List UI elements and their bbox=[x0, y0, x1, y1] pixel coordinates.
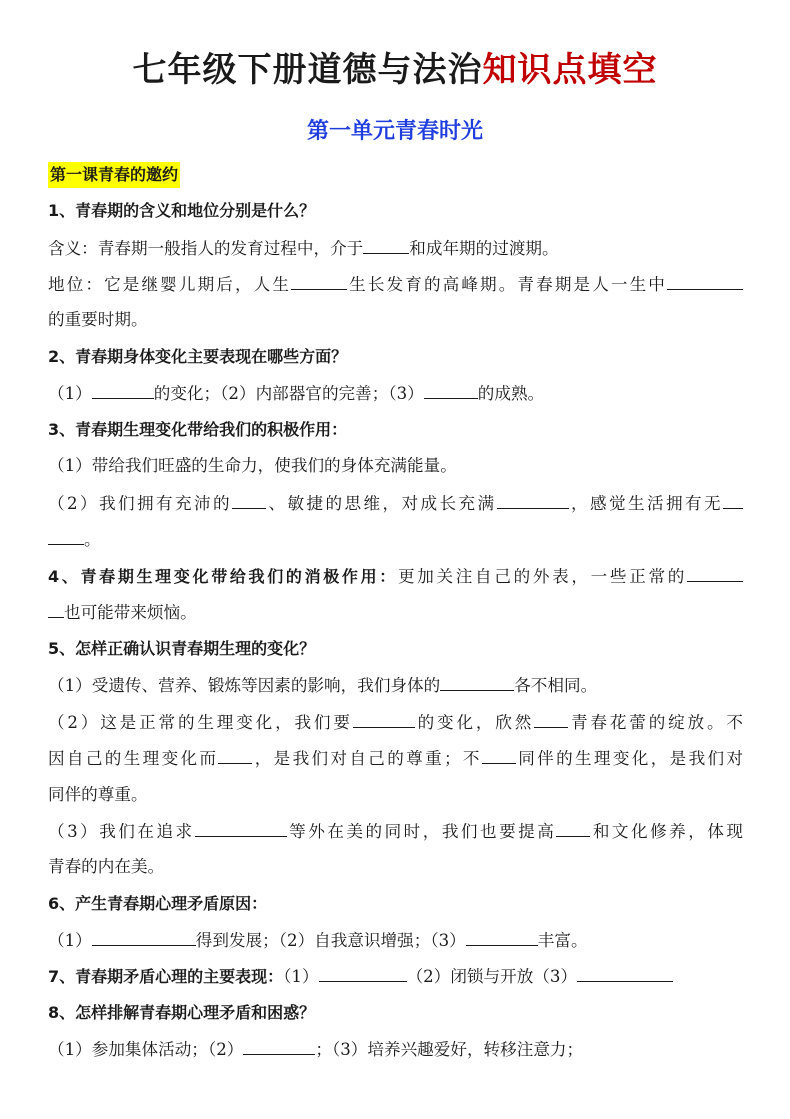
fill-blank[interactable] bbox=[48, 600, 64, 618]
fill-blank[interactable] bbox=[556, 819, 590, 837]
question-2 bbox=[48, 345, 743, 369]
question-5 bbox=[48, 637, 743, 661]
answer-text: 因自己的生理变化而 bbox=[48, 749, 219, 768]
question-1 bbox=[48, 199, 743, 223]
answer-line bbox=[48, 272, 743, 296]
fill-blank[interactable] bbox=[482, 746, 516, 764]
fill-blank[interactable] bbox=[577, 964, 673, 982]
fill-blank[interactable] bbox=[48, 527, 84, 545]
answer-text: 同伴的尊重。 bbox=[48, 785, 148, 804]
answer-line bbox=[48, 746, 743, 770]
answer-text: 各不相同。 bbox=[514, 676, 598, 695]
question-text: 4、青春期生理变化带给我们的消极作用： bbox=[48, 567, 398, 586]
question-4 bbox=[48, 564, 743, 588]
question-3 bbox=[48, 418, 743, 442]
answer-text: （1）受遗传、营养、锻炼等因素的影响，我们身体的 bbox=[48, 676, 441, 695]
answer-text: 也可能带来烦恼。 bbox=[64, 603, 197, 622]
fill-blank[interactable] bbox=[195, 819, 287, 837]
fill-blank[interactable] bbox=[723, 491, 743, 509]
answer-text: （1） bbox=[48, 931, 92, 950]
question-text: 1、青春期的含义和地位分别是什么？ bbox=[48, 201, 316, 220]
fill-blank[interactable] bbox=[218, 746, 252, 764]
answer-line bbox=[48, 308, 743, 332]
answer-line bbox=[48, 454, 743, 478]
answer-text: 和成年期的过渡期。 bbox=[409, 239, 559, 258]
lesson-title: 第一课青春的邀约 bbox=[48, 162, 180, 188]
answer-text: 等外在美的同时，我们也要提高 bbox=[286, 822, 557, 841]
question-text: 7、青春期矛盾心理的主要表现： bbox=[48, 967, 284, 986]
title-red-part: 知识点填空 bbox=[482, 50, 658, 90]
question-8 bbox=[48, 1001, 743, 1025]
question-text: 8、怎样排解青春期心理矛盾和困惑？ bbox=[48, 1003, 316, 1022]
answer-line bbox=[48, 381, 743, 405]
page-title bbox=[0, 48, 790, 92]
fill-blank[interactable] bbox=[667, 272, 743, 290]
fill-blank[interactable] bbox=[92, 381, 154, 399]
answer-text: （1）参加集体活动；（2） bbox=[48, 1040, 244, 1059]
answer-text: （1）带给我们旺盛的生命力，使我们的身体充满能量。 bbox=[48, 456, 457, 475]
answer-line bbox=[48, 673, 743, 697]
answer-text: （2）我们拥有充沛的 bbox=[48, 494, 233, 513]
answer-text: （3）我们在追求 bbox=[48, 822, 195, 841]
question-7 bbox=[48, 964, 743, 988]
fill-blank[interactable] bbox=[466, 928, 538, 946]
fill-blank[interactable] bbox=[424, 381, 478, 399]
answer-line bbox=[48, 819, 743, 843]
answer-text: 和文化修养，体现 bbox=[590, 822, 744, 841]
fill-blank[interactable] bbox=[243, 1037, 315, 1055]
answer-text: ，是我们对自己的尊重；不 bbox=[252, 749, 482, 768]
answer-text: （1） bbox=[283, 967, 319, 986]
answer-text: 的变化，欣然 bbox=[414, 713, 535, 732]
answer-line bbox=[48, 783, 743, 807]
answer-line bbox=[48, 855, 743, 879]
answer-text: 。 bbox=[84, 530, 101, 549]
fill-blank[interactable] bbox=[534, 710, 568, 728]
answer-line bbox=[48, 928, 743, 952]
answer-text: 生长发育的高峰期。青春期是人一生中 bbox=[347, 275, 668, 294]
fill-blank[interactable] bbox=[353, 710, 415, 728]
title-black-part: 七年级下册道德与法治 bbox=[132, 50, 483, 90]
fill-blank[interactable] bbox=[363, 236, 409, 254]
answer-text: 的变化；（2）内部器官的完善；（3） bbox=[153, 384, 424, 403]
answer-text: 、敏捷的思维，对成长充满 bbox=[266, 494, 497, 513]
answer-text: 含义：青春期一般指人的发育过程中，介于 bbox=[48, 239, 364, 258]
fill-blank[interactable] bbox=[291, 272, 347, 290]
fill-blank[interactable] bbox=[440, 673, 514, 691]
answer-text: 的成熟。 bbox=[477, 384, 545, 403]
answer-text: （2）闭锁与开放（3） bbox=[406, 967, 578, 986]
answer-text: 青春的内在美。 bbox=[48, 857, 165, 876]
answer-line bbox=[48, 710, 743, 734]
answer-text: 丰富。 bbox=[537, 931, 588, 950]
question-text: 6、产生青春期心理矛盾原因： bbox=[48, 894, 268, 913]
answer-text: 更加关注自己的外表，一些正常的 bbox=[397, 567, 688, 586]
answer-line bbox=[48, 236, 743, 260]
answer-text: （1） bbox=[48, 384, 92, 403]
answer-text: 得到发展；（2）自我意识增强；（3） bbox=[195, 931, 466, 950]
answer-line bbox=[48, 491, 743, 515]
answer-line bbox=[48, 600, 743, 624]
question-6 bbox=[48, 892, 743, 916]
question-text: 5、怎样正确认识青春期生理的变化？ bbox=[48, 639, 316, 658]
answer-text: 同伴的生理变化，是我们对 bbox=[515, 749, 744, 768]
fill-blank[interactable] bbox=[232, 491, 266, 509]
fill-blank[interactable] bbox=[319, 964, 407, 982]
fill-blank[interactable] bbox=[687, 564, 743, 582]
answer-text: ；（3）培养兴趣爱好，转移注意力； bbox=[315, 1040, 584, 1059]
question-text: 3、青春期生理变化带给我们的积极作用： bbox=[48, 420, 348, 439]
unit-title: 第一单元青春时光 bbox=[306, 119, 483, 144]
question-text: 2、青春期身体变化主要表现在哪些方面？ bbox=[48, 347, 348, 366]
fill-blank[interactable] bbox=[92, 928, 196, 946]
answer-text: 青春花蕾的绽放。不 bbox=[568, 713, 744, 732]
answer-text: ，感觉生活拥有无 bbox=[568, 494, 724, 513]
answer-line bbox=[48, 1037, 743, 1061]
answer-text: 地位：它是继婴儿期后，人生 bbox=[48, 275, 292, 294]
answer-text: （2）这是正常的生理变化，我们要 bbox=[48, 713, 353, 732]
fill-blank[interactable] bbox=[497, 491, 569, 509]
answer-line bbox=[48, 527, 743, 551]
answer-text: 的重要时期。 bbox=[48, 310, 148, 329]
